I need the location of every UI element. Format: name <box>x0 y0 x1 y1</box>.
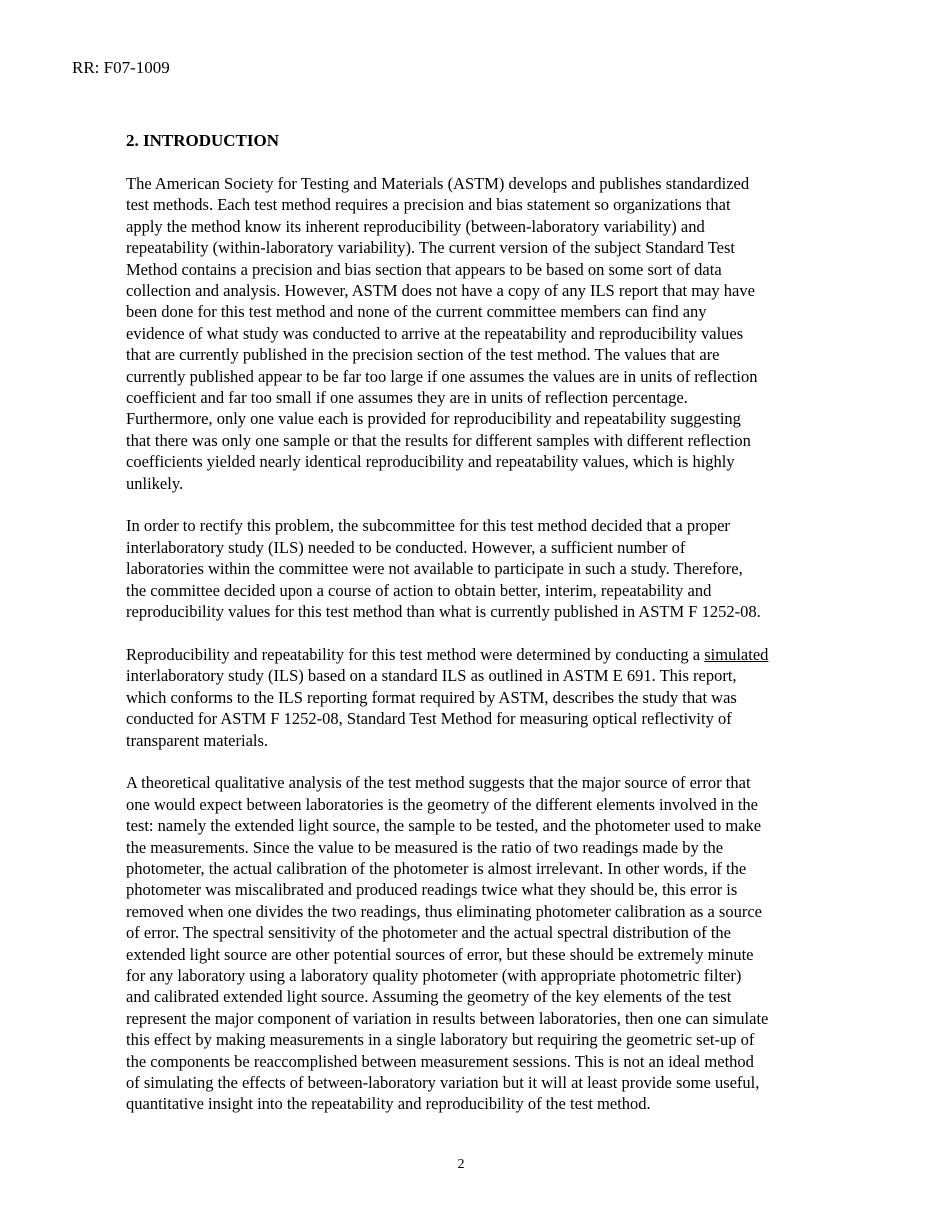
paragraph-text: Reproducibility and repeatability for this test method were determined by conducting a <box>126 644 705 664</box>
paragraph-line: test methods. Each test method requires a precision and bias statement so organizations that <box>126 195 731 215</box>
paragraph-line: test: namely the extended light source, the sample to be tested, and the photometer used to make <box>126 816 762 836</box>
paragraph-line: extended light source are other potential sources of error, but these should be extremely minute <box>126 944 754 964</box>
paragraph-theoretical-analysis <box>126 772 856 1115</box>
paragraph-line: of simulating the effects of between-laboratory variation but it will at least provide some useful, <box>126 1073 760 1093</box>
section-heading: 2. INTRODUCTION <box>126 131 280 150</box>
paragraph-line: removed when one divides the two readings, thus eliminating photometer calibration as a source <box>126 901 762 921</box>
report-id: RR: F07-1009 <box>72 58 170 77</box>
paragraph-line: transparent materials. <box>126 730 269 750</box>
paragraph-line: currently published appear to be far too large if one assumes the values are in units of reflection <box>126 366 758 386</box>
paragraph-line: represent the major component of variation in results between laboratories, then one can simulate <box>126 1008 769 1028</box>
paragraph-line: which conforms to the ILS reporting format required by ASTM, describes the study that was <box>126 687 737 707</box>
paragraph-line: photometer was miscalibrated and produced readings twice what they should be, this error is <box>126 880 738 900</box>
paragraph-line: that are currently published in the precision section of the test method. The values that are <box>126 345 720 365</box>
paragraph-line: laboratories within the committee were not available to participate in such a study. Therefore, <box>126 559 743 579</box>
paragraph-line: The American Society for Testing and Materials (ASTM) develops and publishes standardized <box>126 174 750 193</box>
paragraph-line: coefficients yielded nearly identical reproducibility and repeatability values, which is highly <box>126 452 735 472</box>
paragraph-line: for any laboratory using a laboratory quality photometer (with appropriate photometric filter) <box>126 965 742 985</box>
paragraph-line: In order to rectify this problem, the subcommittee for this test method decided that a proper <box>126 516 730 536</box>
paragraph-line: unlikely. <box>126 473 184 493</box>
paragraph-line: reproducibility values for this test method than what is currently published in ASTM F 1252-08. <box>126 602 761 622</box>
paragraph-rectify-problem <box>126 515 856 622</box>
paragraph-line: that there was only one sample or that the results for different samples with different reflection <box>126 430 751 450</box>
paragraph-line: and calibrated extended light source. Assuming the geometry of the key elements of the test <box>126 987 732 1007</box>
paragraph-line <box>126 644 856 665</box>
paragraph-line: interlaboratory study (ILS) based on a standard ILS as outlined in ASTM E 691. This report, <box>126 666 737 686</box>
paragraph-line: interlaboratory study (ILS) needed to be conducted. However, a sufficient number of <box>126 537 686 557</box>
paragraph-line: quantitative insight into the repeatability and reproducibility of the test method. <box>126 1094 651 1114</box>
page-number: 2 <box>457 1157 465 1172</box>
paragraph-line: the components be reaccomplished between measurement sessions. This is not an ideal method <box>126 1051 754 1071</box>
paragraph-line: Method contains a precision and bias section that appears to be based on some sort of data <box>126 259 722 279</box>
document-body <box>126 130 856 1136</box>
paragraph-line: evidence of what study was conducted to arrive at the repeatability and reproducibility values <box>126 323 744 343</box>
paragraph-simulated-ils <box>126 644 856 751</box>
paragraph-line: Furthermore, only one value each is provided for reproducibility and repeatability suggesting <box>126 409 741 429</box>
paragraph-line: of error. The spectral sensitivity of the photometer and the actual spectral distribution of the <box>126 923 731 943</box>
paragraph-line: A theoretical qualitative analysis of the test method suggests that the major source of error that <box>126 773 751 793</box>
paragraph-line: repeatability (within-laboratory variability). The current version of the subject Standard Test <box>126 238 736 258</box>
paragraph-line: photometer, the actual calibration of the photometer is almost irrelevant. In other words, if the <box>126 858 747 878</box>
paragraph-line: collection and analysis. However, ASTM does not have a copy of any ILS report that may have <box>126 281 755 301</box>
paragraph-line: been done for this test method and none of the current committee members can find any <box>126 302 707 322</box>
paragraph-line: coefficient and far too small if one assumes they are in units of reflection percentage. <box>126 388 688 408</box>
paragraph-line: one would expect between laboratories is the geometry of the different elements involved in the <box>126 794 758 814</box>
paragraph-astm-background <box>126 173 856 494</box>
paragraph-line: apply the method know its inherent reproducibility (between-laboratory variability) and <box>126 216 705 236</box>
paragraph-line: conducted for ASTM F 1252-08, Standard Test Method for measuring optical reflectivity of <box>126 709 732 729</box>
paragraph-line: the measurements. Since the value to be measured is the ratio of two readings made by the <box>126 837 724 857</box>
paragraph-line: the committee decided upon a course of action to obtain better, interim, repeatability and <box>126 580 712 600</box>
paragraph-line: this effect by making measurements in a single laboratory but requiring the geometric set-up of <box>126 1030 755 1050</box>
underlined-term-simulated: simulated <box>704 644 769 664</box>
